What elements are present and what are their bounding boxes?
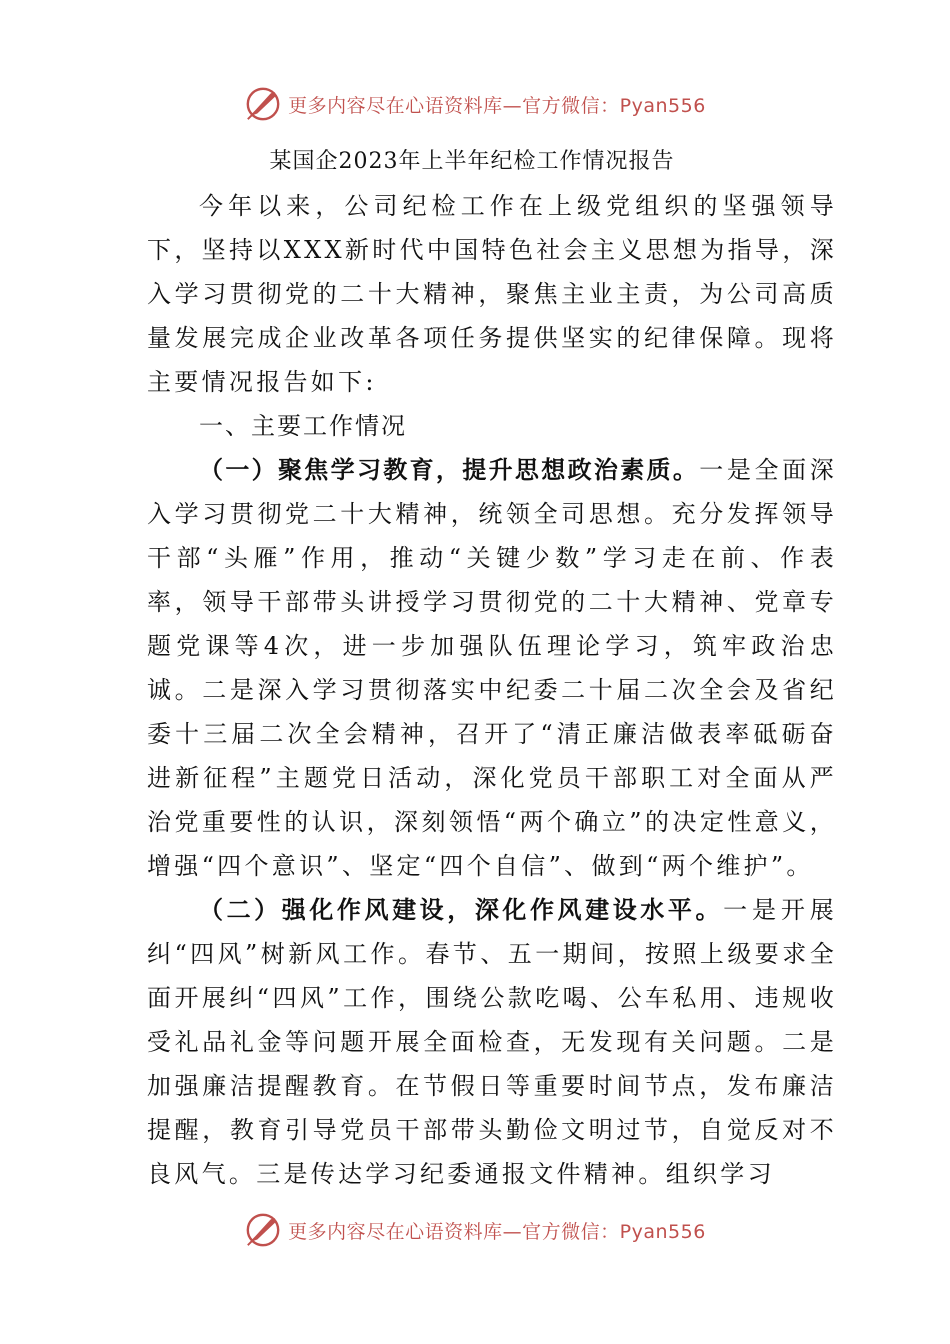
header-banner xyxy=(0,82,950,126)
paragraph-2-body: 一是开展纠“四风”树新风工作。春节、五一期间，按照上级要求全面开展纠“四风”工作，围绕公款吃喝、公车私用、违规收受礼品礼金等问题开展全面检查，无发现有关问题。二是加强廉洁提醒教育。在节假日等重要时间节点，发布廉洁提醒，教育引导党员干部带头勤俭文明过节，自觉反对不良风气。三是传达学习纪委通报文件精神。组织学习 xyxy=(147,896,838,1188)
paragraph-1 xyxy=(147,448,837,888)
quill-logo-icon xyxy=(244,1211,282,1249)
banner-text: 更多内容尽在心语资料库—官方微信：Pyan556 xyxy=(288,1220,706,1243)
section-heading: 一、主要工作情况 xyxy=(199,412,407,440)
paragraph-2-lead: （二）强化作风建设，深化作风建设水平。 xyxy=(199,896,724,924)
banner-text: 更多内容尽在心语资料库—官方微信：Pyan556 xyxy=(288,94,706,117)
intro-paragraph: 今年以来，公司纪检工作在上级党组织的坚强领导下，坚持以XXX新时代中国特色社会主义思想为指导，深入学习贯彻党的二十大精神，聚焦主业主责，为公司高质量发展完成企业改革各项任务提供坚实的纪律保障。现将主要情况报告如下: xyxy=(147,192,837,396)
document-title: 某国企2023年上半年纪检工作情况报告 xyxy=(269,149,675,174)
footer-banner xyxy=(0,1208,950,1252)
paragraph-2 xyxy=(147,888,837,1196)
paragraph-1-lead: （一）聚焦学习教育，提升思想政治素质。 xyxy=(199,456,700,484)
paragraph-1-body: 一是全面深入学习贯彻党二十大精神，统领全司思想。充分发挥领导干部“头雁”作用，推动“关键少数”学习走在前、作表率，领导干部带头讲授学习贯彻党的二十大精神、党章专题党课等4次，进一步加强队伍理论学习，筑牢政治忠诚。二是深入学习贯彻落实中纪委二十届二次全会及省纪委十三届二次全会精神，召开了“清正廉洁做表率砥砺奋进新征程”主题党日活动，深化党员干部职工对全面从严治党重要性的认识，深刻领悟“两个确立”的决定性意义，增强“四个意识”、坚定“四个自信”、做到“两个维护”。 xyxy=(147,456,838,880)
quill-logo-icon xyxy=(244,85,282,123)
document-body xyxy=(147,140,837,1196)
